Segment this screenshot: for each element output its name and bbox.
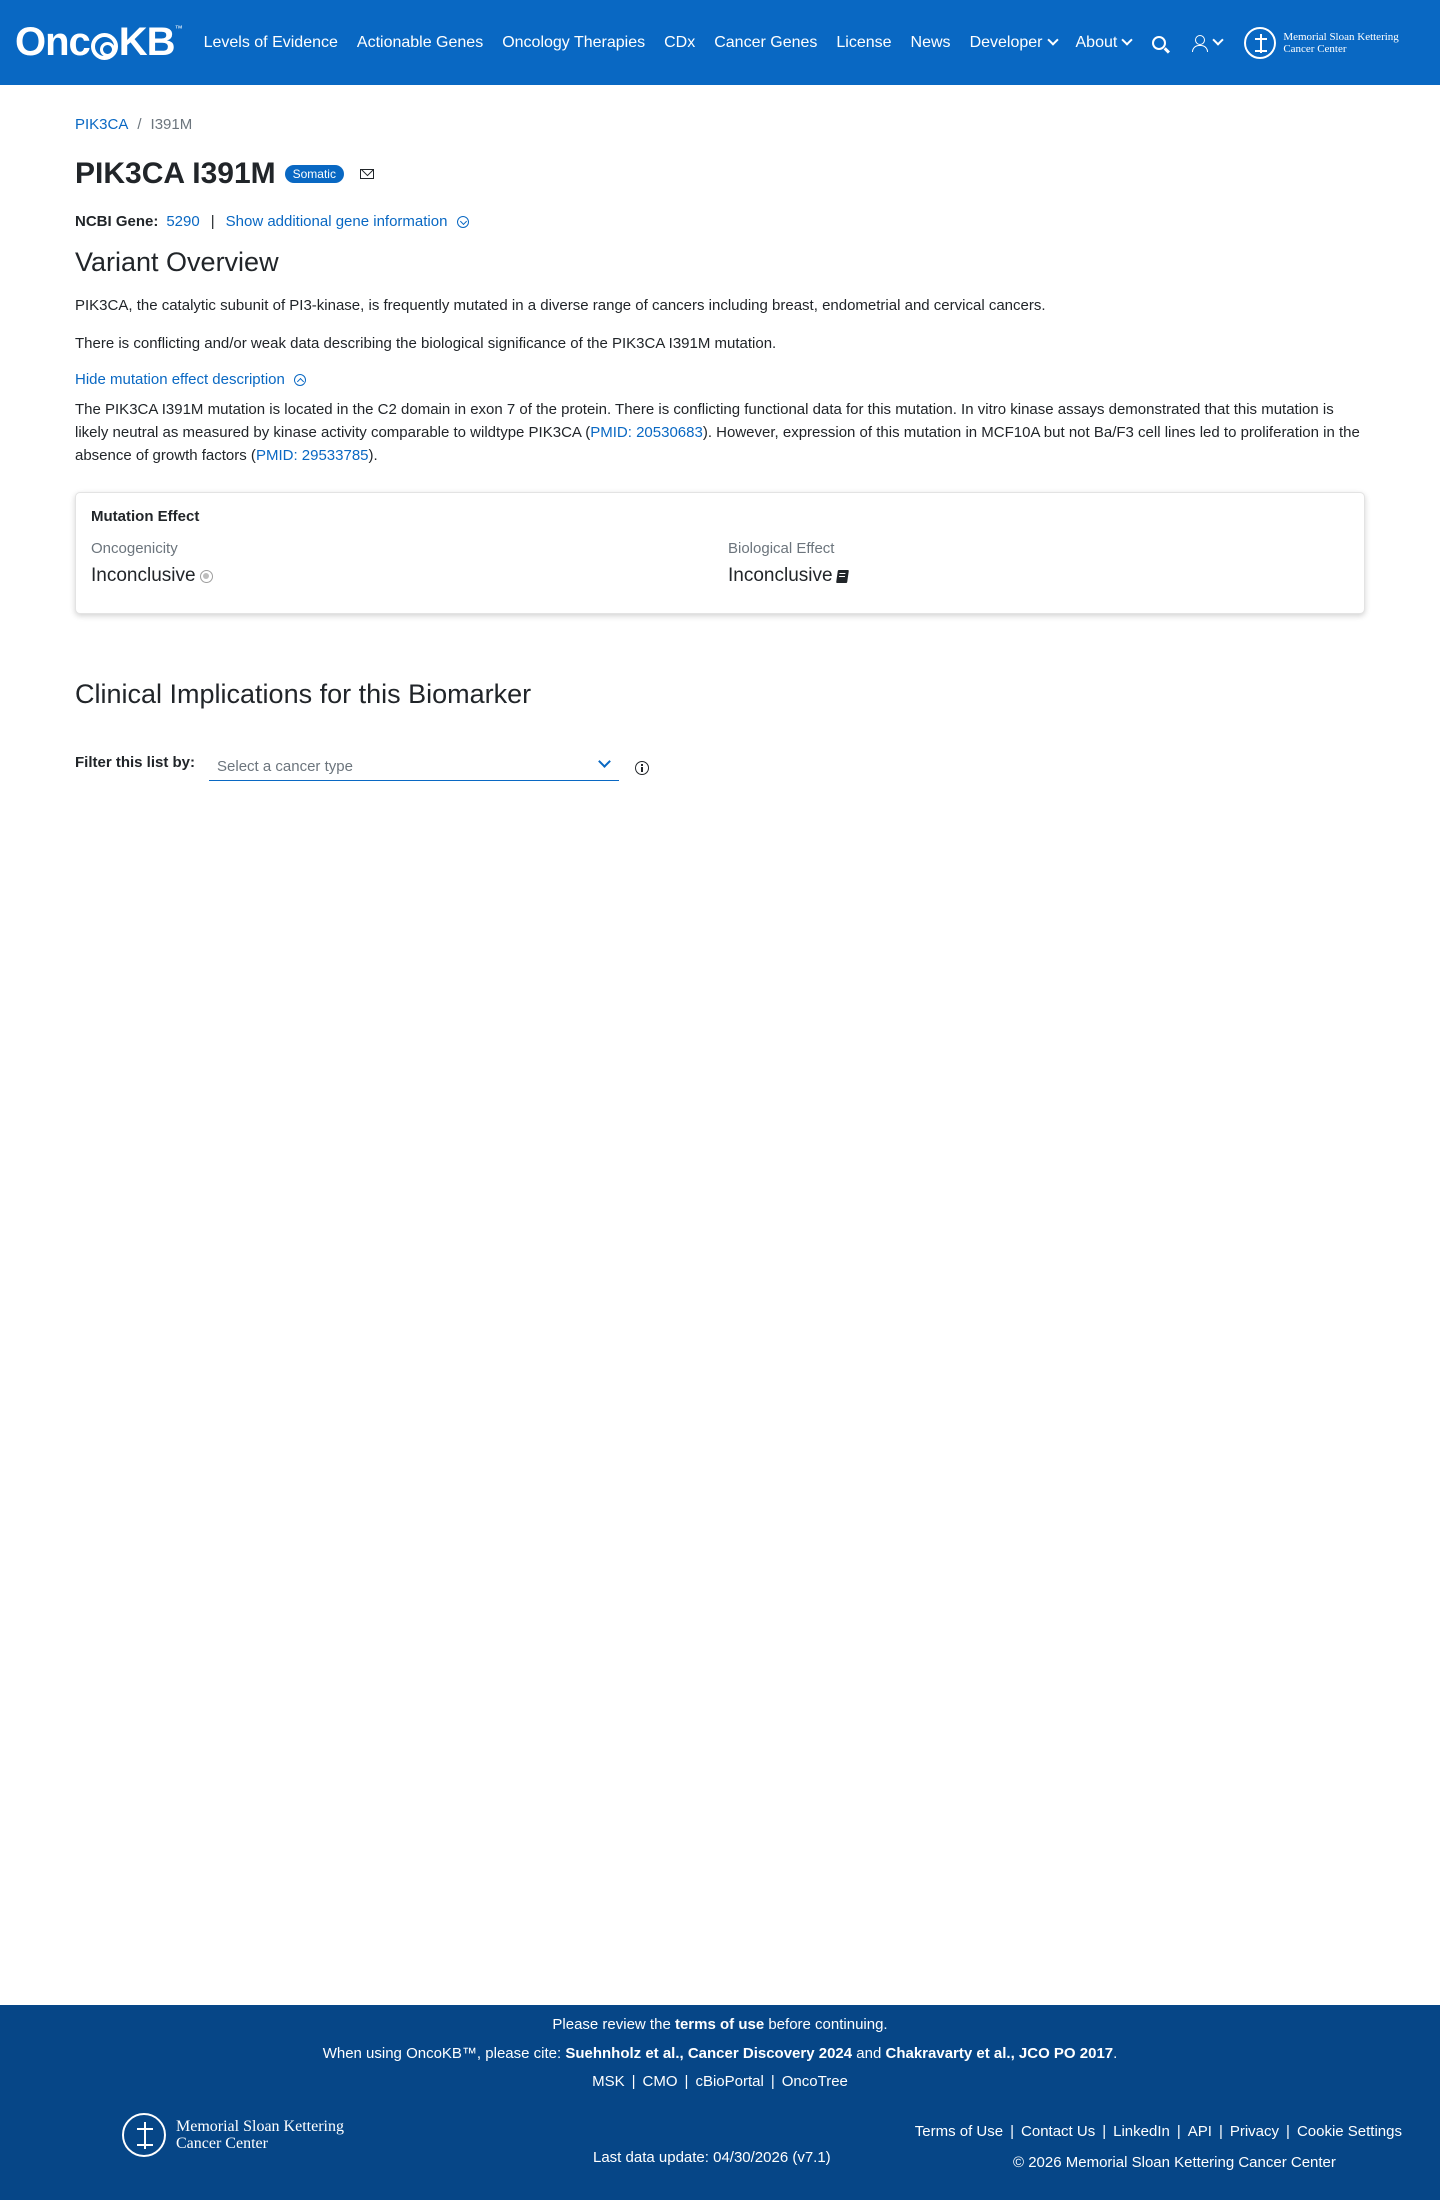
footer-separator: | (1102, 2123, 1107, 2140)
circle-chevron-down-icon (457, 216, 469, 228)
page-title: PIK3CA I391M (75, 157, 276, 190)
filter-label: Filter this list by: (75, 754, 196, 771)
description-text-1: The PIK3CA I391M mutation is located in the C2 domain in exon 7 of the protein. There is conflicting functional data for this mutation. In vitro kinase assays demonstrated that this mutation is likely neutral as measured by kinase activity comparable to wildtype PIK3CA ( (75, 401, 1334, 441)
terms-notice-suffix: before continuing. (768, 2016, 888, 2033)
oncogenicity-value: Inconclusive (91, 565, 196, 586)
clinical-implications-heading: Clinical Implications for this Biomarker (75, 679, 532, 709)
breadcrumb (75, 116, 192, 133)
nav-links (204, 34, 1151, 52)
footer-link-privacy[interactable]: Privacy (1229, 2123, 1280, 2140)
inconclusive-oncogenicity-icon (200, 570, 213, 583)
top-navbar (0, 0, 1440, 85)
footer-separator: | (1218, 2123, 1223, 2140)
citation-link-chakravarty[interactable]: Chakravarty et al., JCO PO 2017 (885, 2045, 1114, 2062)
biological-effect-column (728, 540, 848, 587)
chevron-down-icon[interactable] (1213, 34, 1224, 45)
citation-and: and (856, 2045, 882, 2062)
mutation-effect-title: Mutation Effect (91, 508, 200, 525)
footer-separator: | (684, 2073, 689, 2090)
variant-summary: There is conflicting and/or weak data describing the biological significance of the PIK3CA I391M mutation. (75, 335, 777, 352)
mail-icon[interactable] (360, 169, 374, 179)
user-icon[interactable] (1192, 35, 1206, 51)
chevron-down-icon (598, 755, 611, 768)
title-row (75, 157, 374, 191)
footer-link-cmo[interactable]: CMO (642, 2073, 678, 2090)
footer-link-cookie-settings[interactable]: Cookie Settings (1296, 2123, 1402, 2140)
pmid-link-29533785[interactable]: PMID: 29533785 (255, 447, 369, 464)
show-gene-info-label: Show additional gene information (225, 213, 448, 230)
ncbi-gene-label: NCBI Gene: (75, 213, 159, 230)
footer-legal-links (915, 2123, 1402, 2140)
oncokb-logo[interactable] (15, 20, 182, 65)
nav-icons (1152, 35, 1222, 51)
mutation-effect-card (75, 492, 1365, 614)
cancer-type-select-placeholder: Select a cancer type (217, 758, 353, 775)
footer-separator: | (1010, 2123, 1015, 2140)
nav-cdx[interactable]: CDx (664, 33, 696, 51)
description-text-2: ). However, expression of this mutation in MCF10A but not Ba/F3 cell lines led to proliferation in the absence of growth factors ( (75, 424, 1360, 464)
footer-separator: | (1176, 2123, 1181, 2140)
nav-about-label: About (1075, 33, 1118, 51)
search-icon[interactable] (1152, 36, 1166, 50)
breadcrumb-gene-link[interactable]: PIK3CA (75, 116, 129, 133)
logo-trademark: ™ (174, 24, 182, 33)
variant-overview-heading: Variant Overview (75, 247, 279, 277)
gene-row-divider: | (210, 213, 215, 230)
cancer-type-filter-row (75, 749, 649, 781)
pmid-link-20530683[interactable]: PMID: 20530683 (590, 424, 703, 441)
hide-mutation-effect-label: Hide mutation effect description (75, 371, 285, 388)
msk-footer-logo[interactable] (122, 2113, 344, 2157)
msk-logo-text (1283, 31, 1398, 55)
footer-link-cbioportal[interactable]: cBioPortal (695, 2073, 764, 2090)
footer-separator: | (770, 2073, 775, 2090)
footer-terms-notice (0, 2016, 1440, 2033)
footer-separator: | (1286, 2123, 1290, 2140)
logo-text-start: Onc (15, 20, 90, 64)
nav-oncology-therapies[interactable]: Oncology Therapies (502, 33, 646, 51)
msk-logo-icon (122, 2113, 166, 2157)
citation-end: . (1113, 2045, 1118, 2062)
footer-link-linkedin[interactable]: LinkedIn (1113, 2123, 1170, 2140)
oncogenicity-value-row (91, 565, 213, 587)
biological-effect-label: Biological Effect (728, 540, 835, 557)
terms-notice-prefix: Please review the (552, 2016, 671, 2033)
nav-license[interactable]: License (836, 33, 892, 51)
footer-separator: | (631, 2073, 636, 2090)
footer-partner-links (0, 2073, 1440, 2090)
citation-link-suehnholz[interactable]: Suehnholz et al., Cancer Discovery 2024 (565, 2045, 853, 2062)
citation-prefix: When using OncoKB™, please cite: (322, 2045, 562, 2062)
footer (0, 2005, 1440, 2200)
chevron-down-icon (1047, 34, 1058, 45)
circle-chevron-up-icon (294, 374, 306, 386)
nav-levels-of-evidence[interactable]: Levels of Evidence (203, 33, 338, 51)
nav-developer-dropdown[interactable] (970, 34, 1057, 52)
nav-cancer-genes[interactable]: Cancer Genes (714, 33, 818, 51)
info-icon[interactable] (635, 761, 649, 775)
book-icon[interactable] (836, 570, 849, 583)
cancer-type-select[interactable] (209, 749, 619, 781)
msk-footer-logo-text (176, 2118, 344, 2152)
msk-header-logo[interactable] (1244, 27, 1398, 59)
msk-logo-icon (1244, 27, 1276, 59)
last-data-update: Last data update: 04/30/2026 (v7.1) (593, 2149, 831, 2166)
footer-link-terms[interactable]: Terms of Use (914, 2123, 1004, 2140)
nav-actionable-genes[interactable]: Actionable Genes (356, 33, 484, 51)
show-gene-info-toggle[interactable] (226, 213, 469, 230)
msk-footer-line1: Memorial Sloan Kettering (176, 2118, 344, 2135)
breadcrumb-separator: / (137, 116, 142, 133)
msk-footer-line2: Cancer Center (176, 2135, 268, 2152)
chevron-down-icon (1122, 34, 1133, 45)
logo-text-end: KB (118, 20, 175, 64)
ncbi-gene-row (75, 213, 469, 230)
breadcrumb-current: I391M (150, 116, 193, 133)
mutation-effect-description (75, 398, 1365, 467)
footer-citation (0, 2045, 1440, 2062)
biological-effect-value: Inconclusive (728, 565, 833, 586)
footer-link-api[interactable]: API (1187, 2123, 1212, 2140)
nav-news[interactable]: News (910, 33, 951, 51)
logo-target-icon (91, 33, 118, 60)
hide-mutation-effect-toggle[interactable] (75, 371, 306, 388)
oncogenicity-label: Oncogenicity (91, 540, 178, 557)
nav-about-dropdown[interactable] (1076, 34, 1132, 52)
footer-link-msk[interactable]: MSK (592, 2073, 625, 2090)
nav-developer-label: Developer (969, 33, 1043, 51)
oncogenicity-column (91, 540, 213, 587)
terms-of-use-link[interactable]: terms of use (674, 2016, 765, 2033)
msk-logo-line2: Cancer Center (1283, 42, 1347, 55)
somatic-badge: Somatic (285, 165, 344, 183)
ncbi-gene-link[interactable]: 5290 (166, 213, 200, 230)
biological-effect-value-row (728, 565, 848, 587)
gene-summary: PIK3CA, the catalytic subunit of PI3-kinase, is frequently mutated in a diverse range of cancers including breast, endometrial and cervical cancers. (75, 297, 1046, 314)
footer-link-contact[interactable]: Contact Us (1021, 2123, 1096, 2140)
footer-copyright: © 2026 Memorial Sloan Kettering Cancer Center (1013, 2154, 1336, 2171)
description-text-3: ). (368, 447, 378, 464)
msk-logo-line1: Memorial Sloan Kettering (1283, 30, 1399, 43)
footer-link-oncotree[interactable]: OncoTree (781, 2073, 848, 2090)
